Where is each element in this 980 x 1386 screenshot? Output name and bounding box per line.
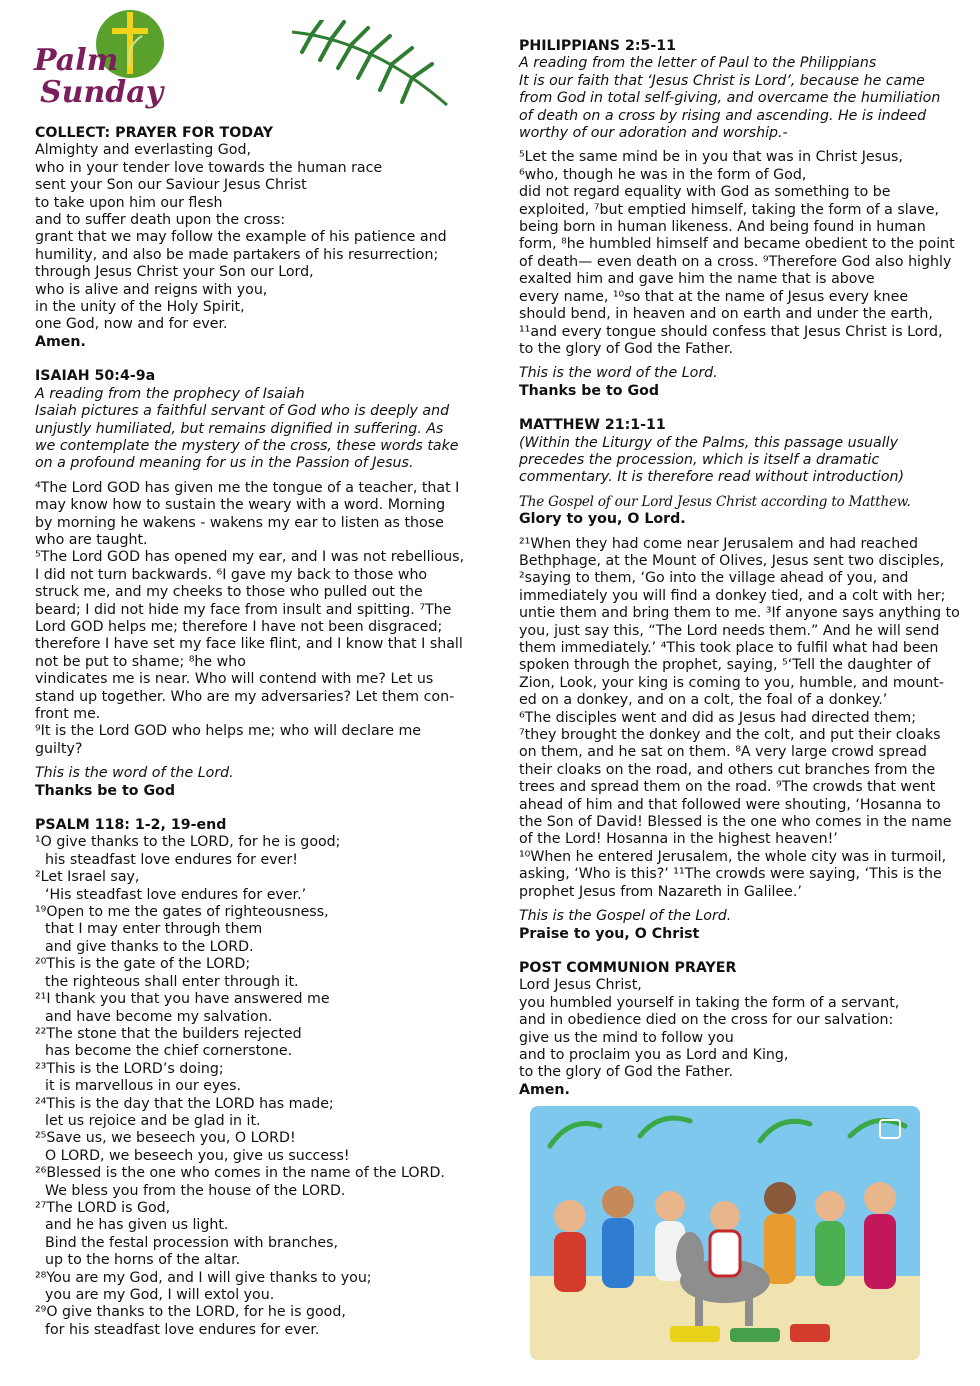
text-line: by morning he wakens - wakens my ear to listen as those	[35, 514, 444, 531]
text-line: up to the horns of the altar.	[45, 1252, 241, 1269]
text-line: stand up together. Who are my adversaries? Let them con-	[35, 688, 455, 705]
matthew-intro	[519, 435, 965, 487]
text-line: should bend, in heaven and on earth and under the earth,	[519, 306, 933, 323]
text-line: ⁵The Lord GOD has opened my ear, and I was not rebellious,	[35, 549, 465, 566]
text-line: Bind the festal procession with branches,	[45, 1234, 338, 1251]
isaiah-reading	[35, 480, 475, 759]
text-line: who in your tender love towards the human race	[35, 159, 383, 176]
matthew-reading	[519, 536, 965, 902]
text-line: has become the chief cornerstone.	[45, 1043, 293, 1060]
text-line: it is marvellous in our eyes.	[45, 1078, 241, 1095]
isaiah-section	[35, 368, 475, 800]
collect-amen: Amen.	[35, 333, 86, 350]
left-column	[35, 125, 475, 1339]
text-line: ²⁸You are my God, and I will give thanks to you;	[35, 1269, 372, 1286]
text-line: O LORD, we beseech you, give us success!	[45, 1147, 350, 1164]
text-line: and to suffer death upon the cross:	[35, 212, 286, 229]
gospel-response: Glory to you, O Lord.	[519, 511, 686, 528]
text-line: his steadfast love endures for ever!	[45, 851, 298, 868]
philippians-reading	[519, 149, 965, 358]
text-line: the Son of David! Blessed is the one who comes in the name	[519, 814, 952, 831]
text-line: ²⁹O give thanks to the LORD, for he is good,	[35, 1304, 346, 1321]
text-line: trees and spread them on the road. ⁹The crowds that went	[519, 779, 936, 796]
text-line: spoken through the prophet, saying, ⁵‘Tell the daughter of	[519, 657, 931, 674]
text-line: the righteous shall enter through it.	[45, 973, 299, 990]
text-line: Almighty and everlasting God,	[35, 142, 251, 159]
text-line: on them, and he sat on them. ⁸A very large crowd spread	[519, 744, 927, 761]
text-line: ¹O give thanks to the LORD, for he is good;	[35, 834, 341, 851]
philippians-heading: PHILIPPIANS 2:5-11	[519, 38, 677, 54]
text-line: ²Let Israel say,	[35, 869, 140, 886]
text-line: ²³This is the LORD’s doing;	[35, 1060, 224, 1077]
postcommunion-heading: POST COMMUNION PRAYER	[519, 959, 737, 976]
text-line: in the unity of the Holy Spirit,	[35, 299, 245, 316]
text-line: one God, now and for ever.	[35, 316, 228, 333]
matthew-section	[519, 417, 965, 943]
text-line: form, ⁸he humbled himself and became obedient to the point	[519, 236, 955, 253]
philippians-section	[519, 38, 965, 400]
text-line: A reading from the prophecy of Isaiah	[35, 385, 305, 402]
text-line: to the glory of God the Father.	[519, 340, 733, 357]
postcommunion-lines	[519, 977, 965, 1081]
text-line: ²¹I thank you that you have answered me	[35, 991, 330, 1008]
psalm-heading: PSALM 118: 1-2, 19-end	[35, 817, 227, 834]
isaiah-heading: ISAIAH 50:4-9a	[35, 368, 156, 385]
text-line: to the glory of God the Father.	[519, 1064, 733, 1081]
text-line: not be put to shame; ⁸he who	[35, 653, 246, 670]
text-line: from God in total self-giving, and overcame the humiliation	[519, 90, 941, 107]
text-line: grant that we may follow the example of his patience and	[35, 229, 447, 246]
text-line: ahead of him and that followed were shouting, ‘Hosanna to	[519, 796, 941, 813]
palm-leaf-icon	[282, 20, 454, 110]
text-line: you, just say this, “The Lord needs them.” And he will send	[519, 622, 940, 639]
matthew-response: Praise to you, O Christ	[519, 925, 700, 942]
text-line: struck me, and my cheeks to those who pulled out the	[35, 584, 423, 601]
philippians-intro	[519, 55, 965, 142]
text-line: ⁹It is the Lord GOD who helps me; who will declare me	[35, 723, 422, 740]
gospel-intro: The Gospel of our Lord Jesus Christ according to Matthew.	[519, 493, 911, 510]
text-line: (Within the Liturgy of the Palms, this passage usually	[519, 434, 899, 451]
text-line: of the Lord! Hosanna in the highest heaven!’	[519, 831, 838, 848]
text-line: unjustly humiliated, but remains dignified in suffering. As	[35, 420, 444, 437]
text-line: vindicates me is near. Who will contend with me? Let us	[35, 671, 434, 688]
text-line: immediately you will find a donkey tied, and a colt with her;	[519, 587, 946, 604]
text-line: Lord GOD helps me; therefore I have not been disgraced;	[35, 618, 443, 635]
text-line: ed on a donkey, and on a colt, the foal of a donkey.’	[519, 692, 888, 709]
text-line: Isaiah pictures a faithful servant of God who is deeply and	[35, 403, 450, 420]
isaiah-closing: This is the word of the Lord.	[35, 765, 234, 782]
text-line: of death on a cross by rising and ascending. He is indeed	[519, 107, 927, 124]
text-line: ‘His steadfast love endures for ever.’	[45, 886, 307, 903]
text-line: prophet Jesus from Nazareth in Galilee.’	[519, 883, 802, 900]
text-line: who are taught.	[35, 531, 148, 548]
text-line: we contemplate the mystery of the cross, these words take	[35, 437, 459, 454]
text-line: ⁵Let the same mind be in you that was in Christ Jesus,	[519, 149, 903, 166]
text-line: ²⁵Save us, we beseech you, O LORD!	[35, 1130, 296, 1147]
text-line: being born in human likeness. And being found in human	[519, 219, 926, 236]
text-line: you humbled yourself in taking the form of a servant,	[519, 994, 900, 1011]
text-line: to take upon him our flesh	[35, 194, 223, 211]
text-line: them immediately.’ ⁴This took place to fulfil what had been	[519, 640, 939, 656]
text-line: sent your Son our Saviour Jesus Christ	[35, 177, 307, 194]
matthew-closing: This is the Gospel of the Lord.	[519, 908, 732, 925]
right-column	[519, 38, 965, 1099]
isaiah-intro	[35, 386, 475, 473]
text-line: and have become my salvation.	[45, 1008, 273, 1025]
jesus-figure	[710, 1201, 740, 1276]
text-line: exploited, ⁷but emptied himself, taking the form of a slave,	[519, 201, 940, 218]
text-line: guilty?	[35, 740, 83, 757]
text-line: for his steadfast love endures for ever.	[45, 1321, 320, 1338]
text-line: on a profound meaning for us in the Passion of Jesus.	[35, 455, 414, 472]
text-line: ¹⁰When he entered Jerusalem, the whole city was in turmoil,	[519, 848, 947, 865]
text-line: ¹¹and every tongue should confess that Jesus Christ is Lord,	[519, 323, 943, 340]
collect-section	[35, 125, 475, 351]
collect-heading: COLLECT: PRAYER FOR TODAY	[35, 125, 273, 141]
text-line: humility, and also be made partakers of his resurrection;	[35, 246, 439, 263]
text-line: and to proclaim you as Lord and King,	[519, 1046, 789, 1063]
text-line: and he has given us light.	[45, 1217, 229, 1234]
text-line: Bethphage, at the Mount of Olives, Jesus sent two disciples,	[519, 552, 945, 569]
collect-lines	[35, 142, 475, 333]
text-line: exalted him and gave him the name that is above	[519, 271, 875, 288]
matthew-heading: MATTHEW 21:1-11	[519, 417, 666, 434]
text-line: their cloaks on the road, and others cut branches from the	[519, 761, 936, 778]
philippians-closing: This is the word of the Lord.	[519, 365, 718, 382]
palm-sunday-logo	[30, 6, 170, 116]
text-line: ⁷they brought the donkey and the colt, and put their cloaks	[519, 727, 941, 744]
text-line: ¹⁹Open to me the gates of righteousness,	[35, 904, 329, 921]
text-line: let us rejoice and be glad in it.	[45, 1112, 261, 1129]
text-line: give us the mind to follow you	[519, 1029, 734, 1046]
text-line: ²⁶Blessed is the one who comes in the name of the LORD.	[35, 1165, 445, 1182]
text-line: front me.	[35, 706, 101, 722]
text-line: through Jesus Christ your Son our Lord,	[35, 264, 314, 281]
text-line: asking, ‘Who is this?’ ¹¹The crowds were saying, ‘This is the	[519, 866, 942, 883]
logo-line1: Palm	[34, 43, 119, 78]
text-line: of death— even death on a cross. ⁹Therefore God also highly	[519, 253, 952, 270]
text-line: beard; I did not hide my face from insult and spitting. ⁷The	[35, 601, 452, 618]
postcommunion-section	[519, 960, 965, 1099]
text-line: and give thanks to the LORD.	[45, 938, 254, 955]
text-line: did not regard equality with God as something to be	[519, 184, 891, 201]
text-line: therefore I have set my face like flint, and I know that I shall	[35, 636, 463, 653]
psalm-section	[35, 817, 475, 1339]
text-line: ²⁷The LORD is God,	[35, 1199, 171, 1216]
text-line: ²⁴This is the day that the LORD has made;	[35, 1095, 334, 1112]
text-line: commentary. It is therefore read without introduction)	[519, 469, 905, 486]
text-line: I did not turn backwards. ⁶I gave my back to those who	[35, 566, 428, 583]
text-line: It is our faith that ‘Jesus Christ is Lord’, because he came	[519, 72, 925, 89]
text-line: ²saying to them, ‘Go into the village ahead of you, and	[519, 570, 909, 587]
philippians-response: Thanks be to God	[519, 382, 660, 399]
text-line: who is alive and reigns with you,	[35, 281, 268, 298]
isaiah-response: Thanks be to God	[35, 782, 176, 799]
text-line: every name, ¹⁰so that at the name of Jesus every knee	[519, 288, 909, 305]
text-line: may know how to sustain the weary with a word. Morning	[35, 497, 446, 514]
text-line: and in obedience died on the cross for our salvation:	[519, 1012, 894, 1029]
postcommunion-amen: Amen.	[519, 1081, 570, 1098]
text-line: ⁴The Lord GOD has given me the tongue of a teacher, that I	[35, 479, 460, 496]
text-line: ²¹When they had come near Jerusalem and had reached	[519, 535, 919, 552]
psalm-lines	[35, 834, 475, 1339]
text-line: ²²The stone that the builders rejected	[35, 1025, 302, 1042]
text-line: Zion, Look, your king is coming to you, humble, and mount-	[519, 674, 944, 691]
text-line: ⁶The disciples went and did as Jesus had directed them;	[519, 709, 916, 726]
logo-line2: Sunday	[40, 75, 164, 110]
palm-sunday-illustration	[530, 1106, 920, 1360]
text-line: ⁶who, though he was in the form of God,	[519, 166, 807, 183]
text-line: you are my God, I will extol you.	[45, 1287, 275, 1303]
text-line: that I may enter through them	[45, 921, 263, 938]
text-line: Lord Jesus Christ,	[519, 977, 642, 994]
text-line: ²⁰This is the gate of the LORD;	[35, 956, 251, 973]
text-line: A reading from the letter of Paul to the Philippians	[519, 55, 877, 72]
text-line: untie them and bring them to me. ³If anyone says anything to	[519, 605, 960, 622]
text-line: We bless you from the house of the LORD.	[45, 1182, 346, 1199]
text-line: worthy of our adoration and worship.-	[519, 125, 788, 142]
text-line: precedes the procession, which is itself a dramatic	[519, 451, 880, 468]
